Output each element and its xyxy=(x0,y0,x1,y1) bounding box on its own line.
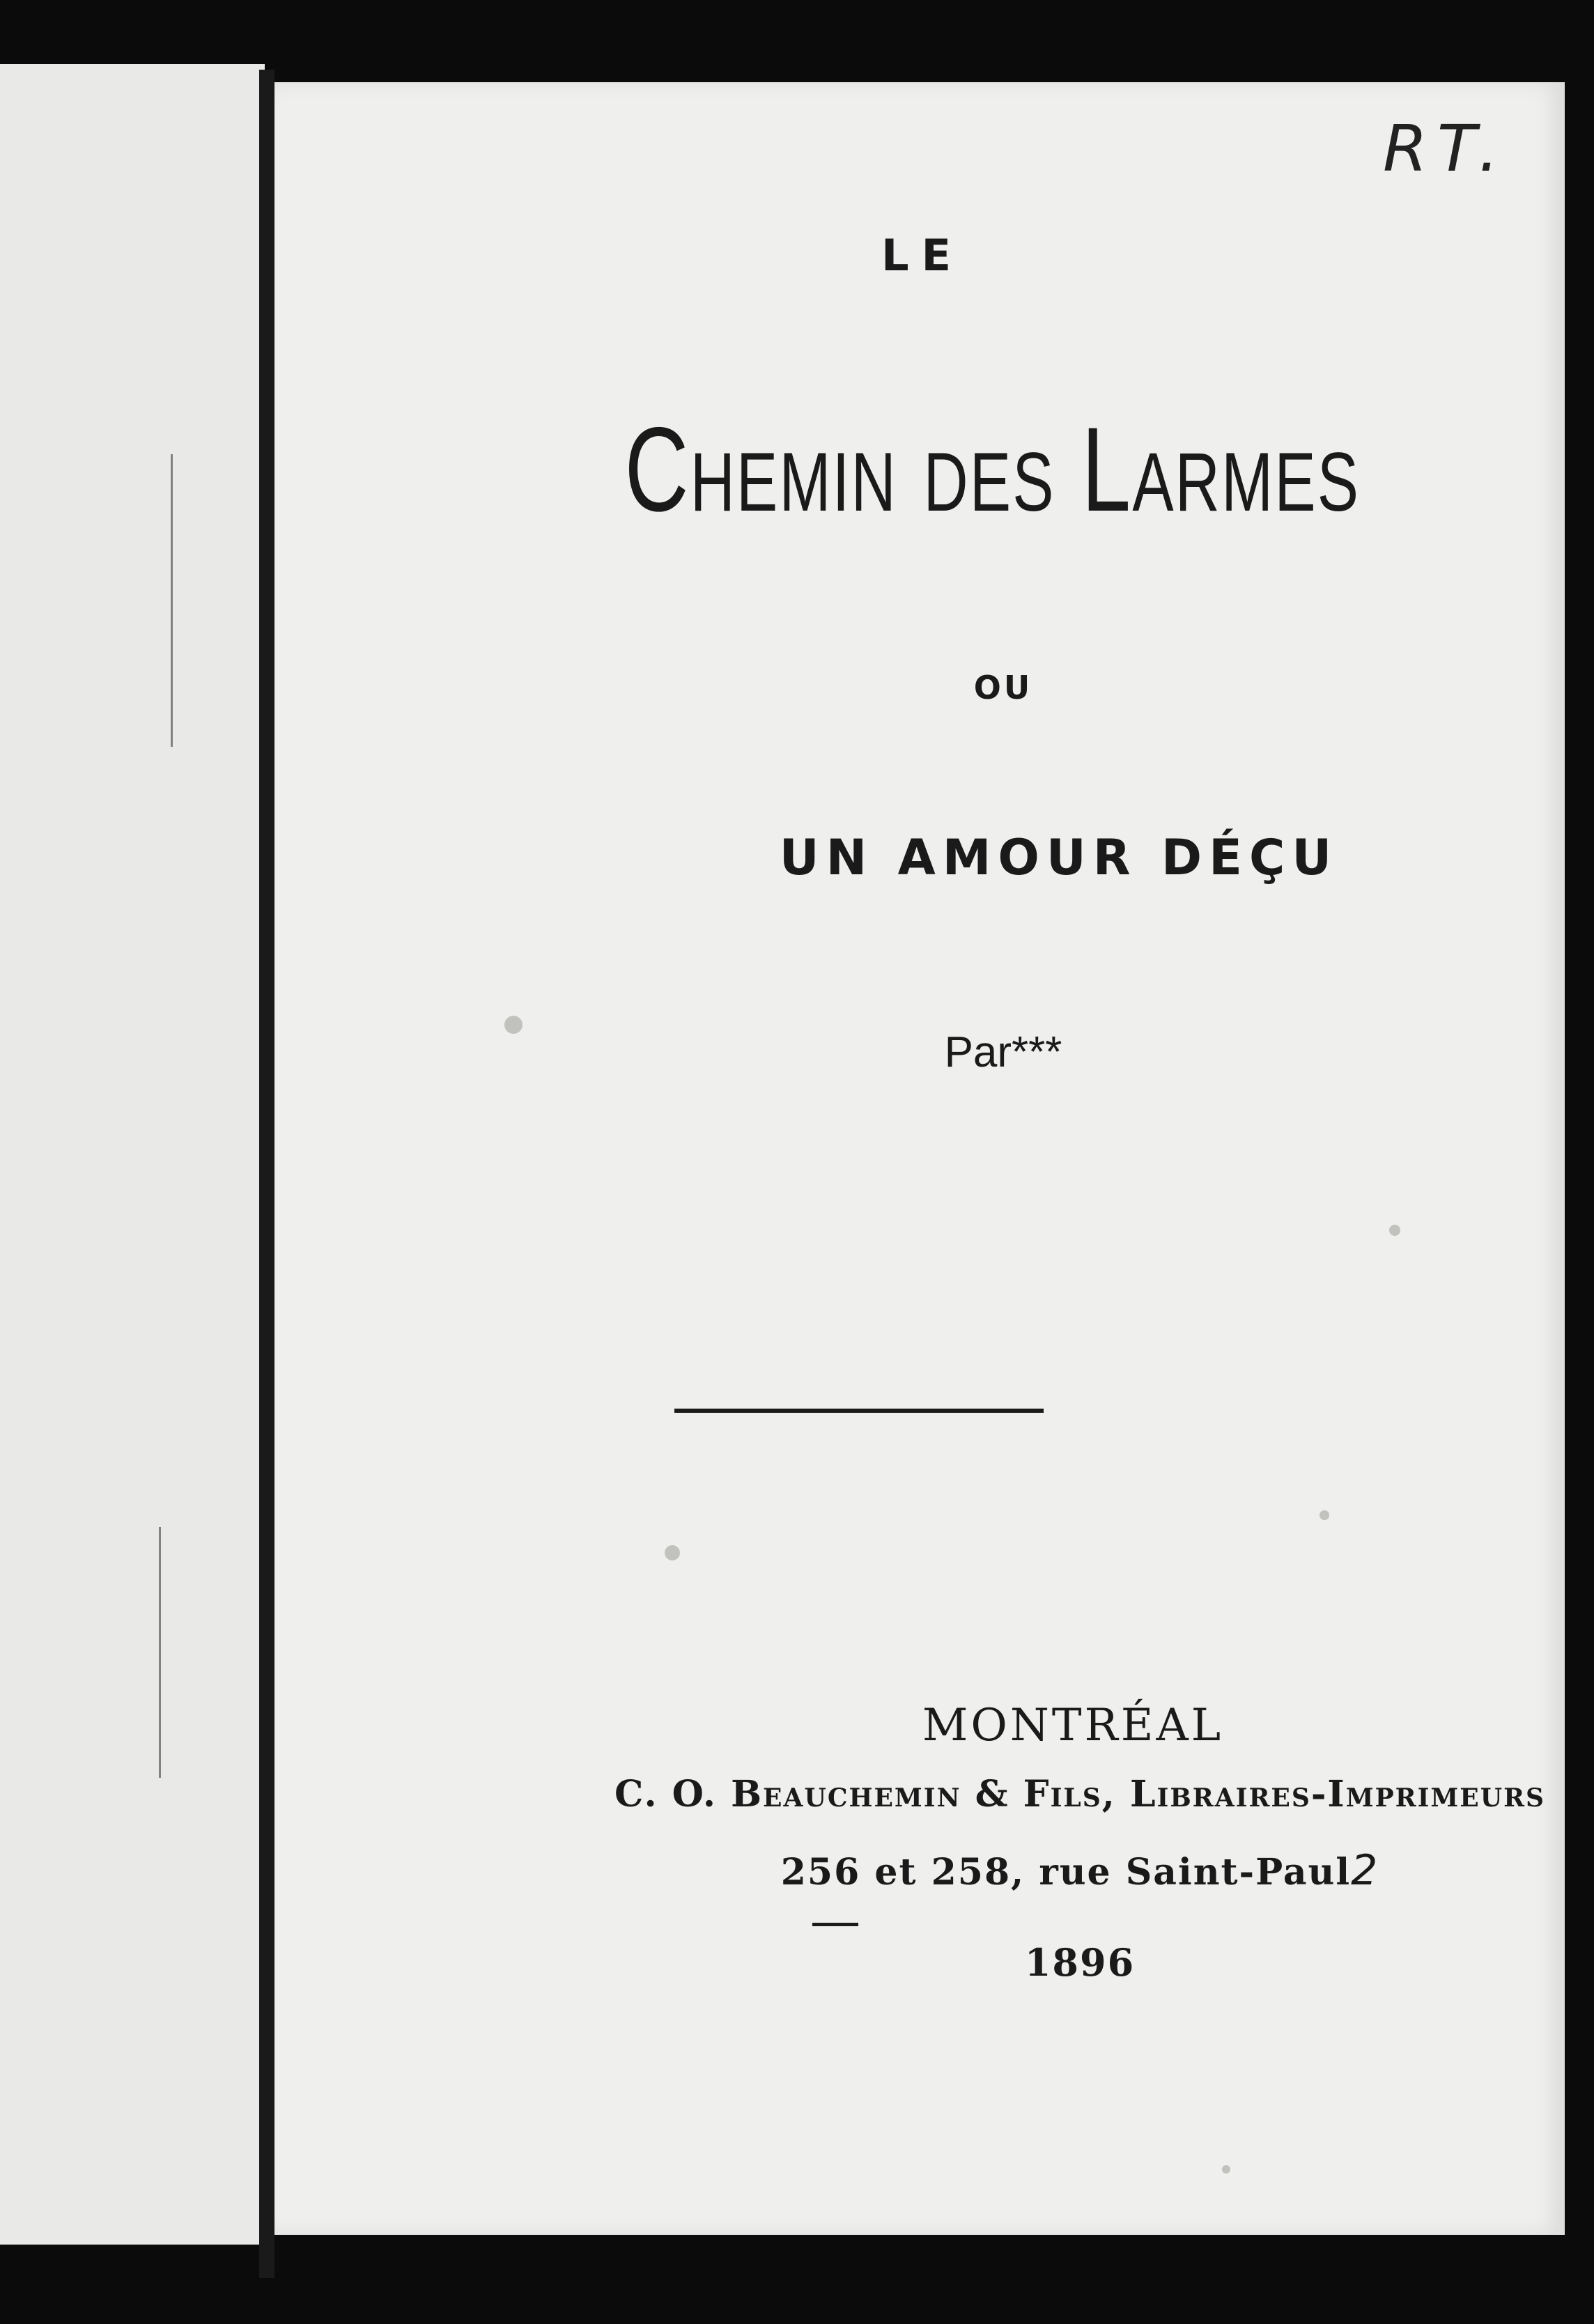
page-spine-rule xyxy=(259,70,274,2278)
imprint-city: MONTRÉAL xyxy=(922,1700,1224,1751)
imprint-year: 1896 xyxy=(1024,1940,1136,1985)
scan-artifact xyxy=(159,1527,161,1778)
author-line: Par*** xyxy=(944,1028,1062,1076)
year-divider-rule xyxy=(812,1923,858,1926)
imprint-address xyxy=(274,1846,1594,1895)
imprint-publisher: C. O. Beauchemin & Fils, Libraires-Imprimeurs xyxy=(614,1773,1546,1815)
scan-speck xyxy=(1389,1225,1400,1236)
facing-page-blank xyxy=(0,64,265,2245)
subtitle: UN AMOUR DÉÇU xyxy=(779,829,1339,886)
section-divider-rule xyxy=(674,1409,1044,1413)
main-title: Chemin des Larmes xyxy=(624,403,1361,536)
imprint-address-text: 256 et 258, rue Saint-Paul xyxy=(780,1851,1352,1893)
scan-speck xyxy=(1320,1510,1329,1520)
scan-artifact xyxy=(171,454,173,747)
title-article: LE xyxy=(881,230,964,281)
scan-speck xyxy=(1222,2165,1230,2174)
title-conjunction: OU xyxy=(973,669,1033,706)
handwritten-number: 2 xyxy=(1351,1846,1379,1895)
handwritten-annotation: RT. xyxy=(1383,111,1509,186)
scan-speck xyxy=(665,1545,680,1560)
